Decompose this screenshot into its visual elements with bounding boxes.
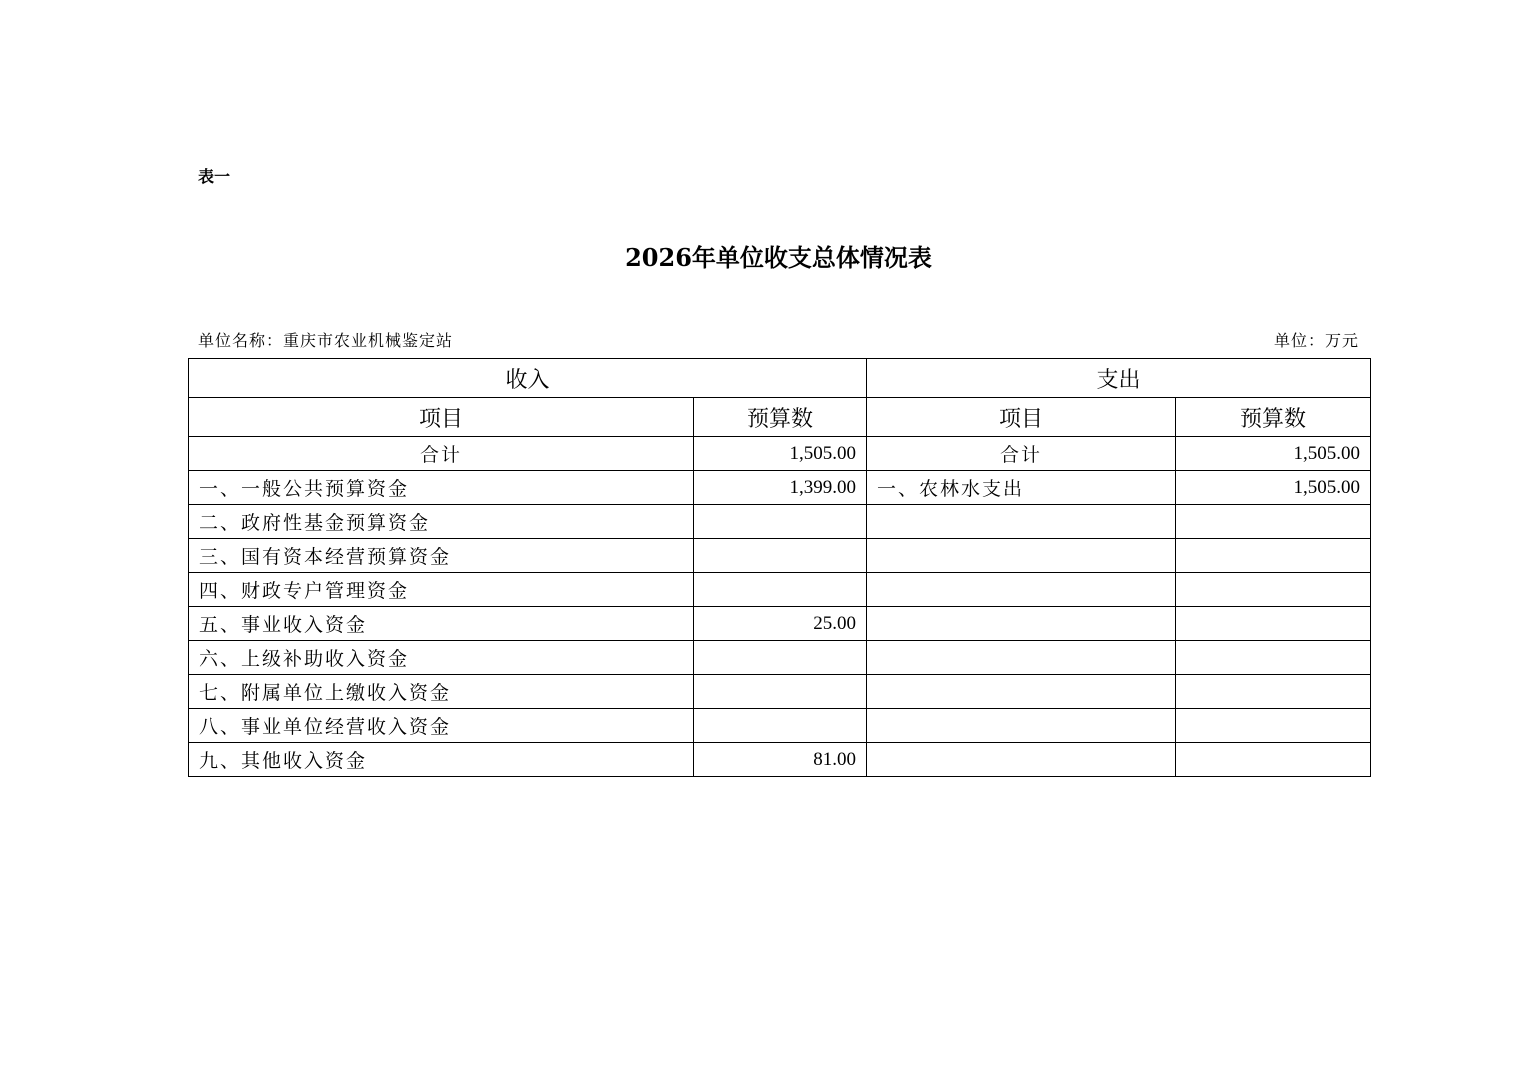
income-item: 八、事业单位经营收入资金 (189, 709, 694, 743)
expense-value (1176, 743, 1371, 777)
table-row (189, 505, 1371, 539)
expense-item: 一、农林水支出 (867, 471, 1176, 505)
expense-value (1176, 607, 1371, 641)
income-budget-header: 预算数 (694, 398, 867, 437)
expense-budget-header: 预算数 (1176, 398, 1371, 437)
expense-value (1176, 675, 1371, 709)
expense-group-header: 支出 (867, 359, 1371, 398)
expense-item (867, 709, 1176, 743)
page-title: 2026年单位收支总体情况表 (625, 243, 932, 272)
income-value (694, 641, 867, 675)
income-item: 六、上级补助收入资金 (189, 641, 694, 675)
total-row (189, 437, 1371, 471)
income-total-value: 1,505.00 (694, 437, 867, 471)
income-item: 二、政府性基金预算资金 (189, 505, 694, 539)
expense-value: 1,505.00 (1176, 471, 1371, 505)
income-value (694, 675, 867, 709)
income-value (694, 539, 867, 573)
income-value (694, 573, 867, 607)
table-row (189, 539, 1371, 573)
expense-value (1176, 539, 1371, 573)
expense-value (1176, 505, 1371, 539)
expense-value (1176, 641, 1371, 675)
income-total-label: 合计 (189, 437, 694, 471)
table-row (189, 573, 1371, 607)
income-item: 三、国有资本经营预算资金 (189, 539, 694, 573)
expense-value (1176, 573, 1371, 607)
currency-unit-text: 单位：万元 (1273, 331, 1359, 350)
income-item: 七、附属单位上缴收入资金 (189, 675, 694, 709)
income-item: 五、事业收入资金 (189, 607, 694, 641)
expense-item (867, 675, 1176, 709)
expense-total-value: 1,505.00 (1176, 437, 1371, 471)
expense-item (867, 539, 1176, 573)
expense-item (867, 607, 1176, 641)
table-meta (198, 329, 1359, 353)
income-item: 四、财政专户管理资金 (189, 573, 694, 607)
income-value: 1,399.00 (694, 471, 867, 505)
income-item: 一、一般公共预算资金 (189, 471, 694, 505)
income-value (694, 709, 867, 743)
table-row (189, 675, 1371, 709)
expense-item (867, 573, 1176, 607)
income-item-header: 项目 (189, 398, 694, 437)
expense-value (1176, 709, 1371, 743)
income-group-header: 收入 (189, 359, 867, 398)
expense-item (867, 743, 1176, 777)
budget-table (188, 358, 1371, 777)
table-row (189, 471, 1371, 505)
table-row (189, 709, 1371, 743)
column-header-row (189, 398, 1371, 437)
expense-item (867, 505, 1176, 539)
income-value: 81.00 (694, 743, 867, 777)
table-row (189, 641, 1371, 675)
expense-item-header: 项目 (867, 398, 1176, 437)
income-value: 25.00 (694, 607, 867, 641)
expense-total-label: 合计 (867, 437, 1176, 471)
table-row (189, 743, 1371, 777)
unit-name-text: 单位名称：重庆市农业机械鉴定站 (198, 331, 454, 350)
document-label: 表一 (198, 167, 231, 186)
group-header-row (189, 359, 1371, 398)
table-row (189, 607, 1371, 641)
income-value (694, 505, 867, 539)
income-item: 九、其他收入资金 (189, 743, 694, 777)
expense-item (867, 641, 1176, 675)
